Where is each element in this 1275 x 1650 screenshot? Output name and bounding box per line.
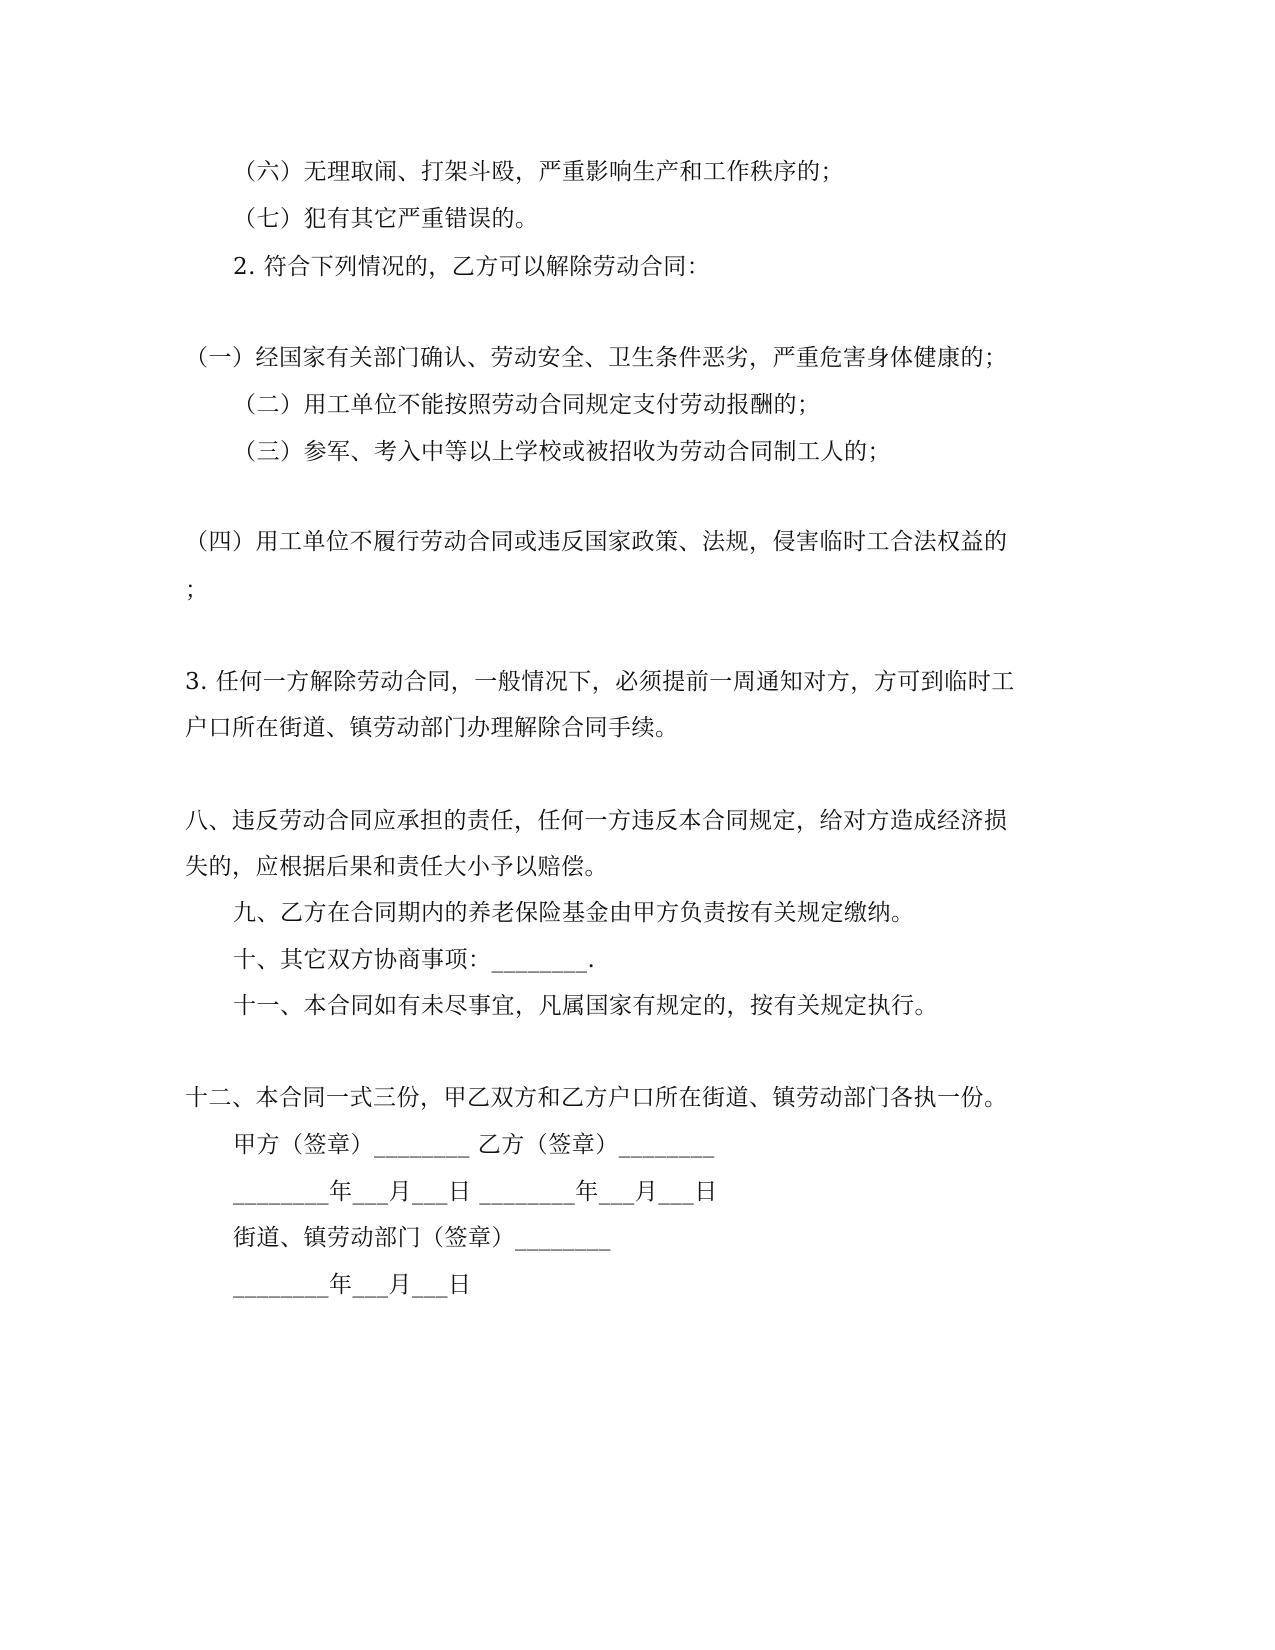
clause-3-line-2: 户口所在街道、镇劳动部门办理解除合同手续。 <box>185 715 679 741</box>
article-10: 十、其它双方协商事项：________. <box>233 947 596 973</box>
article-8-line-1: 八、违反劳动合同应承担的责任，任何一方违反本合同规定，给对方造成经济损 <box>185 808 1008 834</box>
clause-3-line-1: 3. 任何一方解除劳动合同，一般情况下，必须提前一周通知对方，方可到临时工 <box>185 669 1015 695</box>
clause-2-item-4-end: ； <box>185 577 209 603</box>
clause-2-item-4: （四）用工单位不履行劳动合同或违反国家政策、法规，侵害临时工合法权益的 <box>185 529 1008 555</box>
clause-2-item-2: （二）用工单位不能按照劳动合同规定支付劳动报酬的； <box>233 392 821 418</box>
labor-dept-date: ________年___月___日 <box>233 1272 472 1298</box>
signature-parties: 甲方（签章）________ 乙方（签章）________ <box>233 1132 715 1158</box>
article-12: 十二、本合同一式三份，甲乙双方和乙方户口所在街道、镇劳动部门各执一份。 <box>185 1085 1008 1111</box>
clause-2-heading: 2. 符合下列情况的，乙方可以解除劳动合同： <box>233 254 711 280</box>
signature-dates: ________年___月___日 ________年___月___日 <box>233 1179 718 1205</box>
clause-2-item-1: （一）经国家有关部门确认、劳动安全、卫生条件恶劣，严重危害身体健康的； <box>185 345 1008 371</box>
clause-item-7: （七）犯有其它严重错误的。 <box>233 206 539 232</box>
labor-dept-signature: 街道、镇劳动部门（签章）________ <box>233 1225 611 1251</box>
article-11: 十一、本合同如有未尽事宜，凡属国家有规定的，按有关规定执行。 <box>233 993 938 1019</box>
article-9: 九、乙方在合同期内的养老保险基金由甲方负责按有关规定缴纳。 <box>233 900 915 926</box>
clause-2-item-3: （三）参军、考入中等以上学校或被招收为劳动合同制工人的； <box>233 439 891 465</box>
clause-item-6: （六）无理取闹、打架斗殴，严重影响生产和工作秩序的； <box>233 159 844 185</box>
article-8-line-2: 失的，应根据后果和责任大小予以赔偿。 <box>185 854 608 880</box>
